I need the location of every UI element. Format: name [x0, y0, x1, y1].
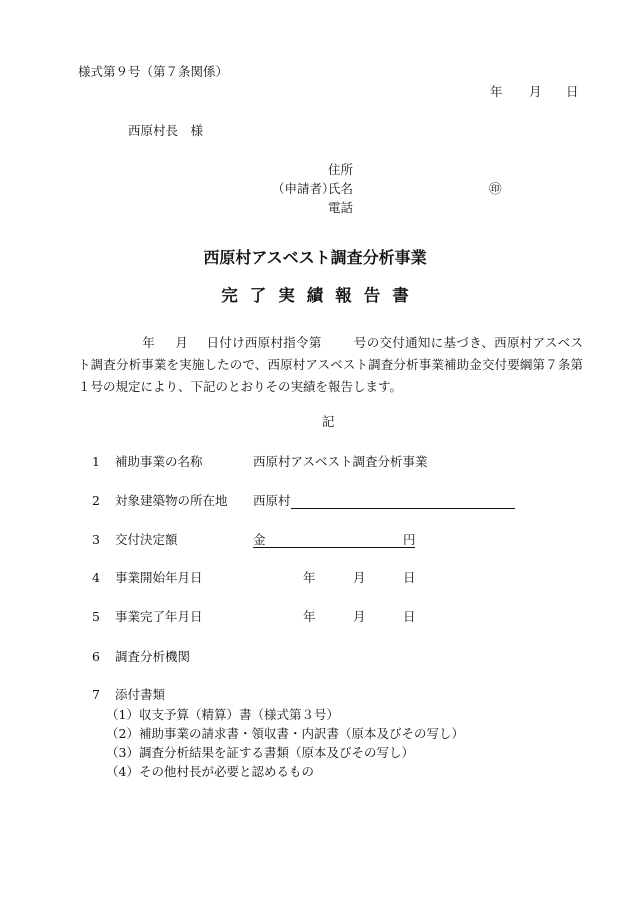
seal-mark: ㊞ — [489, 181, 502, 196]
body-date-text: 日付け西原村指令第 — [206, 335, 322, 350]
end-month: 月 — [353, 609, 366, 624]
applicant-address-label: 住所 — [328, 162, 354, 177]
item-value: 西原村 — [253, 493, 291, 508]
item-label: 事業開始年月日 — [115, 570, 203, 585]
start-day: 日 — [403, 570, 416, 585]
item-number: 3 — [92, 532, 100, 547]
amount-prefix: 金 — [253, 532, 266, 547]
date-year: 年 — [490, 84, 503, 99]
ki-label: 記 — [322, 414, 335, 429]
item-label: 補助事業の名称 — [115, 454, 203, 469]
item-number: 2 — [92, 493, 100, 508]
form-number: 様式第９号（第７条関係） — [78, 64, 229, 79]
address-underline — [291, 508, 515, 509]
document-subtitle: 完了実績報告書 — [221, 286, 421, 305]
amount-underline — [253, 547, 415, 548]
attachment-item: （1）収支予算（精算）書（様式第３号） — [106, 707, 339, 722]
item-label: 調査分析機関 — [115, 649, 191, 664]
item-label: 交付決定額 — [115, 532, 178, 547]
item-number: 4 — [92, 570, 100, 585]
body-rest: 号の交付通知に基づき、西原村アスベスト調査分析事業を実施したので、西原村アスベスト調査分析事業補助金交付要綱第７条第１号の規定により、下記のとおりその実績を報告します。 — [78, 335, 583, 394]
applicant-name-label: 氏名 — [328, 181, 354, 196]
start-month: 月 — [353, 570, 366, 585]
document-title: 西原村アスベスト調査分析事業 — [203, 248, 427, 267]
item-number: 5 — [92, 609, 100, 624]
body-year: 年 — [142, 335, 156, 350]
attachment-item: （4）その他村長が必要と認めるもの — [106, 764, 314, 779]
end-year: 年 — [303, 609, 316, 624]
date-month: 月 — [529, 84, 542, 99]
report-body — [78, 332, 583, 398]
item-label: 対象建築物の所在地 — [115, 493, 228, 508]
item-number: 7 — [92, 687, 100, 702]
date-day: 日 — [566, 84, 579, 99]
item-number: 6 — [92, 649, 100, 664]
body-month: 月 — [175, 335, 189, 350]
applicant-role-label: （申請者） — [272, 181, 335, 196]
item-label: 事業完了年月日 — [115, 609, 203, 624]
applicant-phone-label: 電話 — [328, 200, 354, 215]
addressee: 西原村長 様 — [128, 123, 204, 138]
end-day: 日 — [403, 609, 416, 624]
attachment-item: （2）補助事業の請求書・領収書・内訳書（原本及びその写し） — [106, 726, 464, 741]
amount-suffix: 円 — [403, 532, 416, 547]
item-value: 西原村アスベスト調査分析事業 — [253, 454, 428, 469]
start-year: 年 — [303, 570, 316, 585]
attachment-item: （3）調査分析結果を証する書類（原本及びその写し） — [106, 745, 414, 760]
item-label: 添付書類 — [115, 687, 166, 702]
item-number: 1 — [92, 454, 100, 469]
